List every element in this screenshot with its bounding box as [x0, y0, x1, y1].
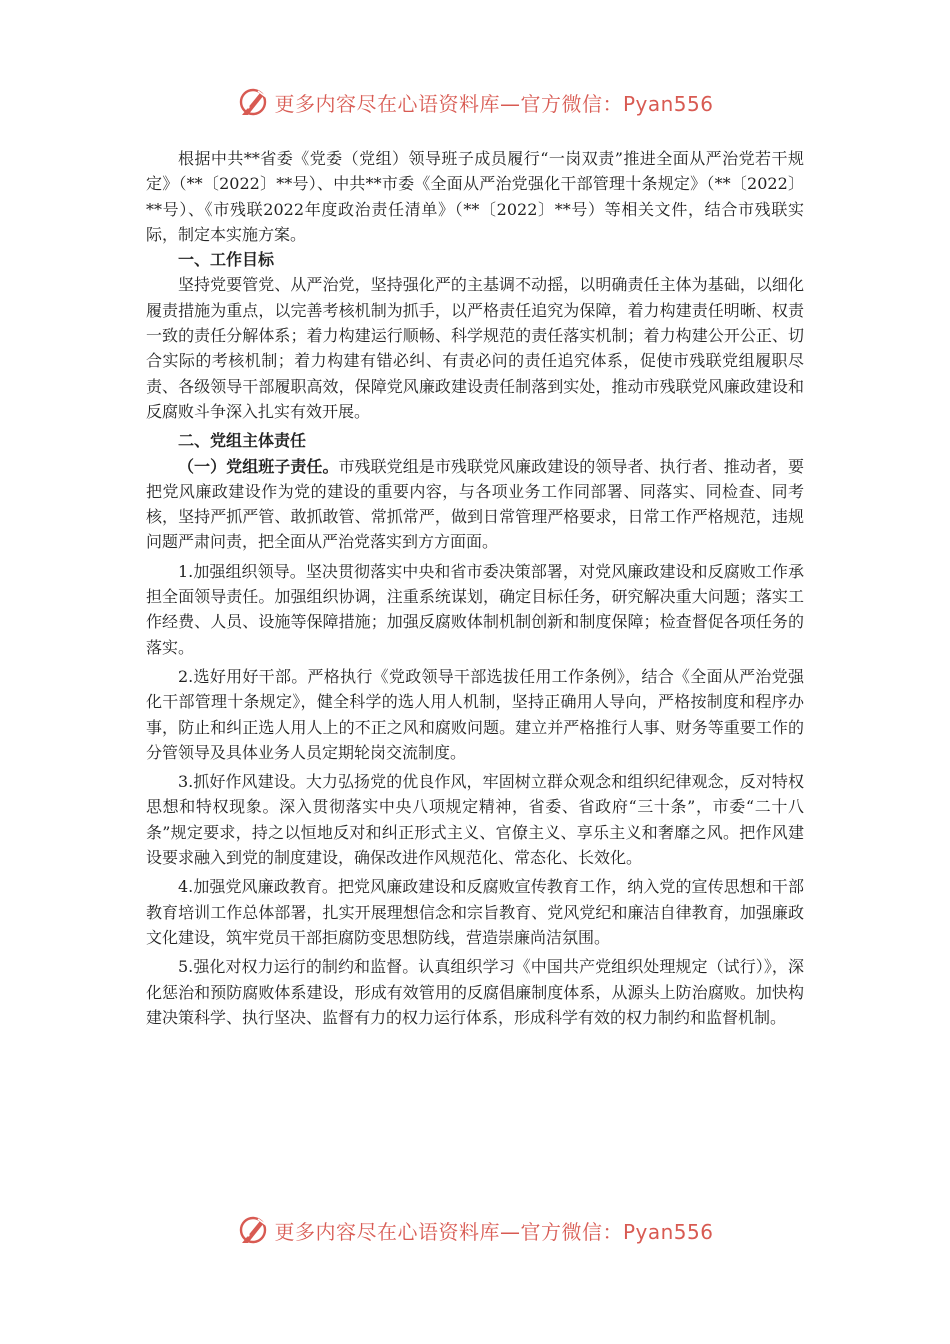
list-item: 2.选好用好干部。严格执行《党政领导干部选拔任用工作条例》，结合《全面从严治党强化干部管理十条规定》，健全科学的选人用人机制，坚持正确用人导向，严格按制度和程序办事，防止和纠正选人用人上的不正之风和腐败问题。建立并严格推行人事、财务等重要工作的分管领导及具体业务人员定期轮岗交流制度。: [146, 666, 804, 762]
intro-paragraph: 根据中共**省委《党委（党组）领导班子成员履行“一岗双责”推进全面从严治党若干规定》（**〔2022〕**号）、中共**市委《全面从严治党强化干部管理十条规定》（**〔2022〕**号）、《市残联2022年度政治责任清单》（**〔2022〕**号）等相关文件，结合市残联实际，制定本实施方案。: [146, 149, 804, 244]
sub-section-text: 市残联党组是市残联党风廉政建设的领导者、执行者、推动者，要把党风廉政建设作为党的建设的重要内容，与各项业务工作同部署、同落实、同检查、同考核，坚持严抓严管、敢抓敢管、常抓常严，做到日常管理严格要求，日常工作严格规范，违规问题严肃问责，把全面从严治党落实到方方面面。: [146, 456, 804, 552]
section-heading-goals: 一、工作目标: [178, 250, 275, 270]
pen-nib-logo-icon: [236, 85, 270, 119]
list-item: 4.加强党风廉政教育。把党风廉政建设和反腐败宣传教育工作，纳入党的宣传思想和干部教育培训工作总体部署，扎实开展理想信念和宗旨教育、党风党纪和廉洁自律教育，加强廉政文化建设，筑牢党员干部拒腐防变思想防线，营造崇廉尚洁氛围。: [146, 877, 804, 947]
sub-section-lead: （一）党组班子责任。: [178, 456, 339, 476]
list-item: 1.加强组织领导。坚决贯彻落实中央和省市委决策部署，对党风廉政建设和反腐败工作承担全面领导责任。加强组织协调，注重系统谋划，确定目标任务，研究解决重大问题；落实工作经费、人员、设施等保障措施；加强反腐败体制机制创新和制度保障；检查督促各项任务的落实。: [146, 561, 804, 657]
footer-watermark-banner: [0, 1210, 950, 1250]
section-heading-responsibility: 二、党组主体责任: [178, 431, 307, 451]
header-watermark-banner: [0, 82, 950, 122]
list-item: 5.强化对权力运行的制约和监督。认真组织学习《中国共产党组织处理规定（试行）》，深化惩治和预防腐败体系建设，形成有效管用的反腐倡廉制度体系，从源头上防治腐败。加快构建决策科学、执行坚决、监督有力的权力运行体系，形成科学有效的权力制约和监督机制。: [146, 957, 804, 1027]
banner-text: 更多内容尽在心语资料库—官方微信：Pyan556: [274, 1219, 714, 1244]
sub-section-paragraph: [146, 454, 804, 555]
list-item: 3.抓好作风建设。大力弘扬党的优良作风，牢固树立群众观念和组织纪律观念，反对特权思想和特权现象。深入贯彻落实中央八项规定精神，省委、省政府“三十条”，市委“二十八条”规定要求，持之以恒地反对和纠正形式主义、官僚主义、享乐主义和奢靡之风。把作风建设要求融入到党的制度建设，确保改进作风规范化、常态化、长效化。: [146, 772, 804, 868]
pen-nib-logo-icon: [236, 1213, 270, 1247]
document-body: [146, 146, 804, 1030]
banner-text: 更多内容尽在心语资料库—官方微信：Pyan556: [274, 91, 714, 116]
goals-paragraph: 坚持党要管党、从严治党，坚持强化严的主基调不动摇，以明确责任主体为基础，以细化履责措施为重点，以完善考核机制为抓手，以严格责任追究为保障，着力构建责任明晰、权责一致的责任分解体系；着力构建运行顺畅、科学规范的责任落实机制；着力构建公开公正、切合实际的考核机制；着力构建有错必纠、有责必问的责任追究体系，促使市残联党组履职尽责、各级领导干部履职高效，保障党风廉政建设责任制落到实处，推动市残联党风廉政建设和反腐败斗争深入扎实有效开展。: [146, 275, 804, 421]
